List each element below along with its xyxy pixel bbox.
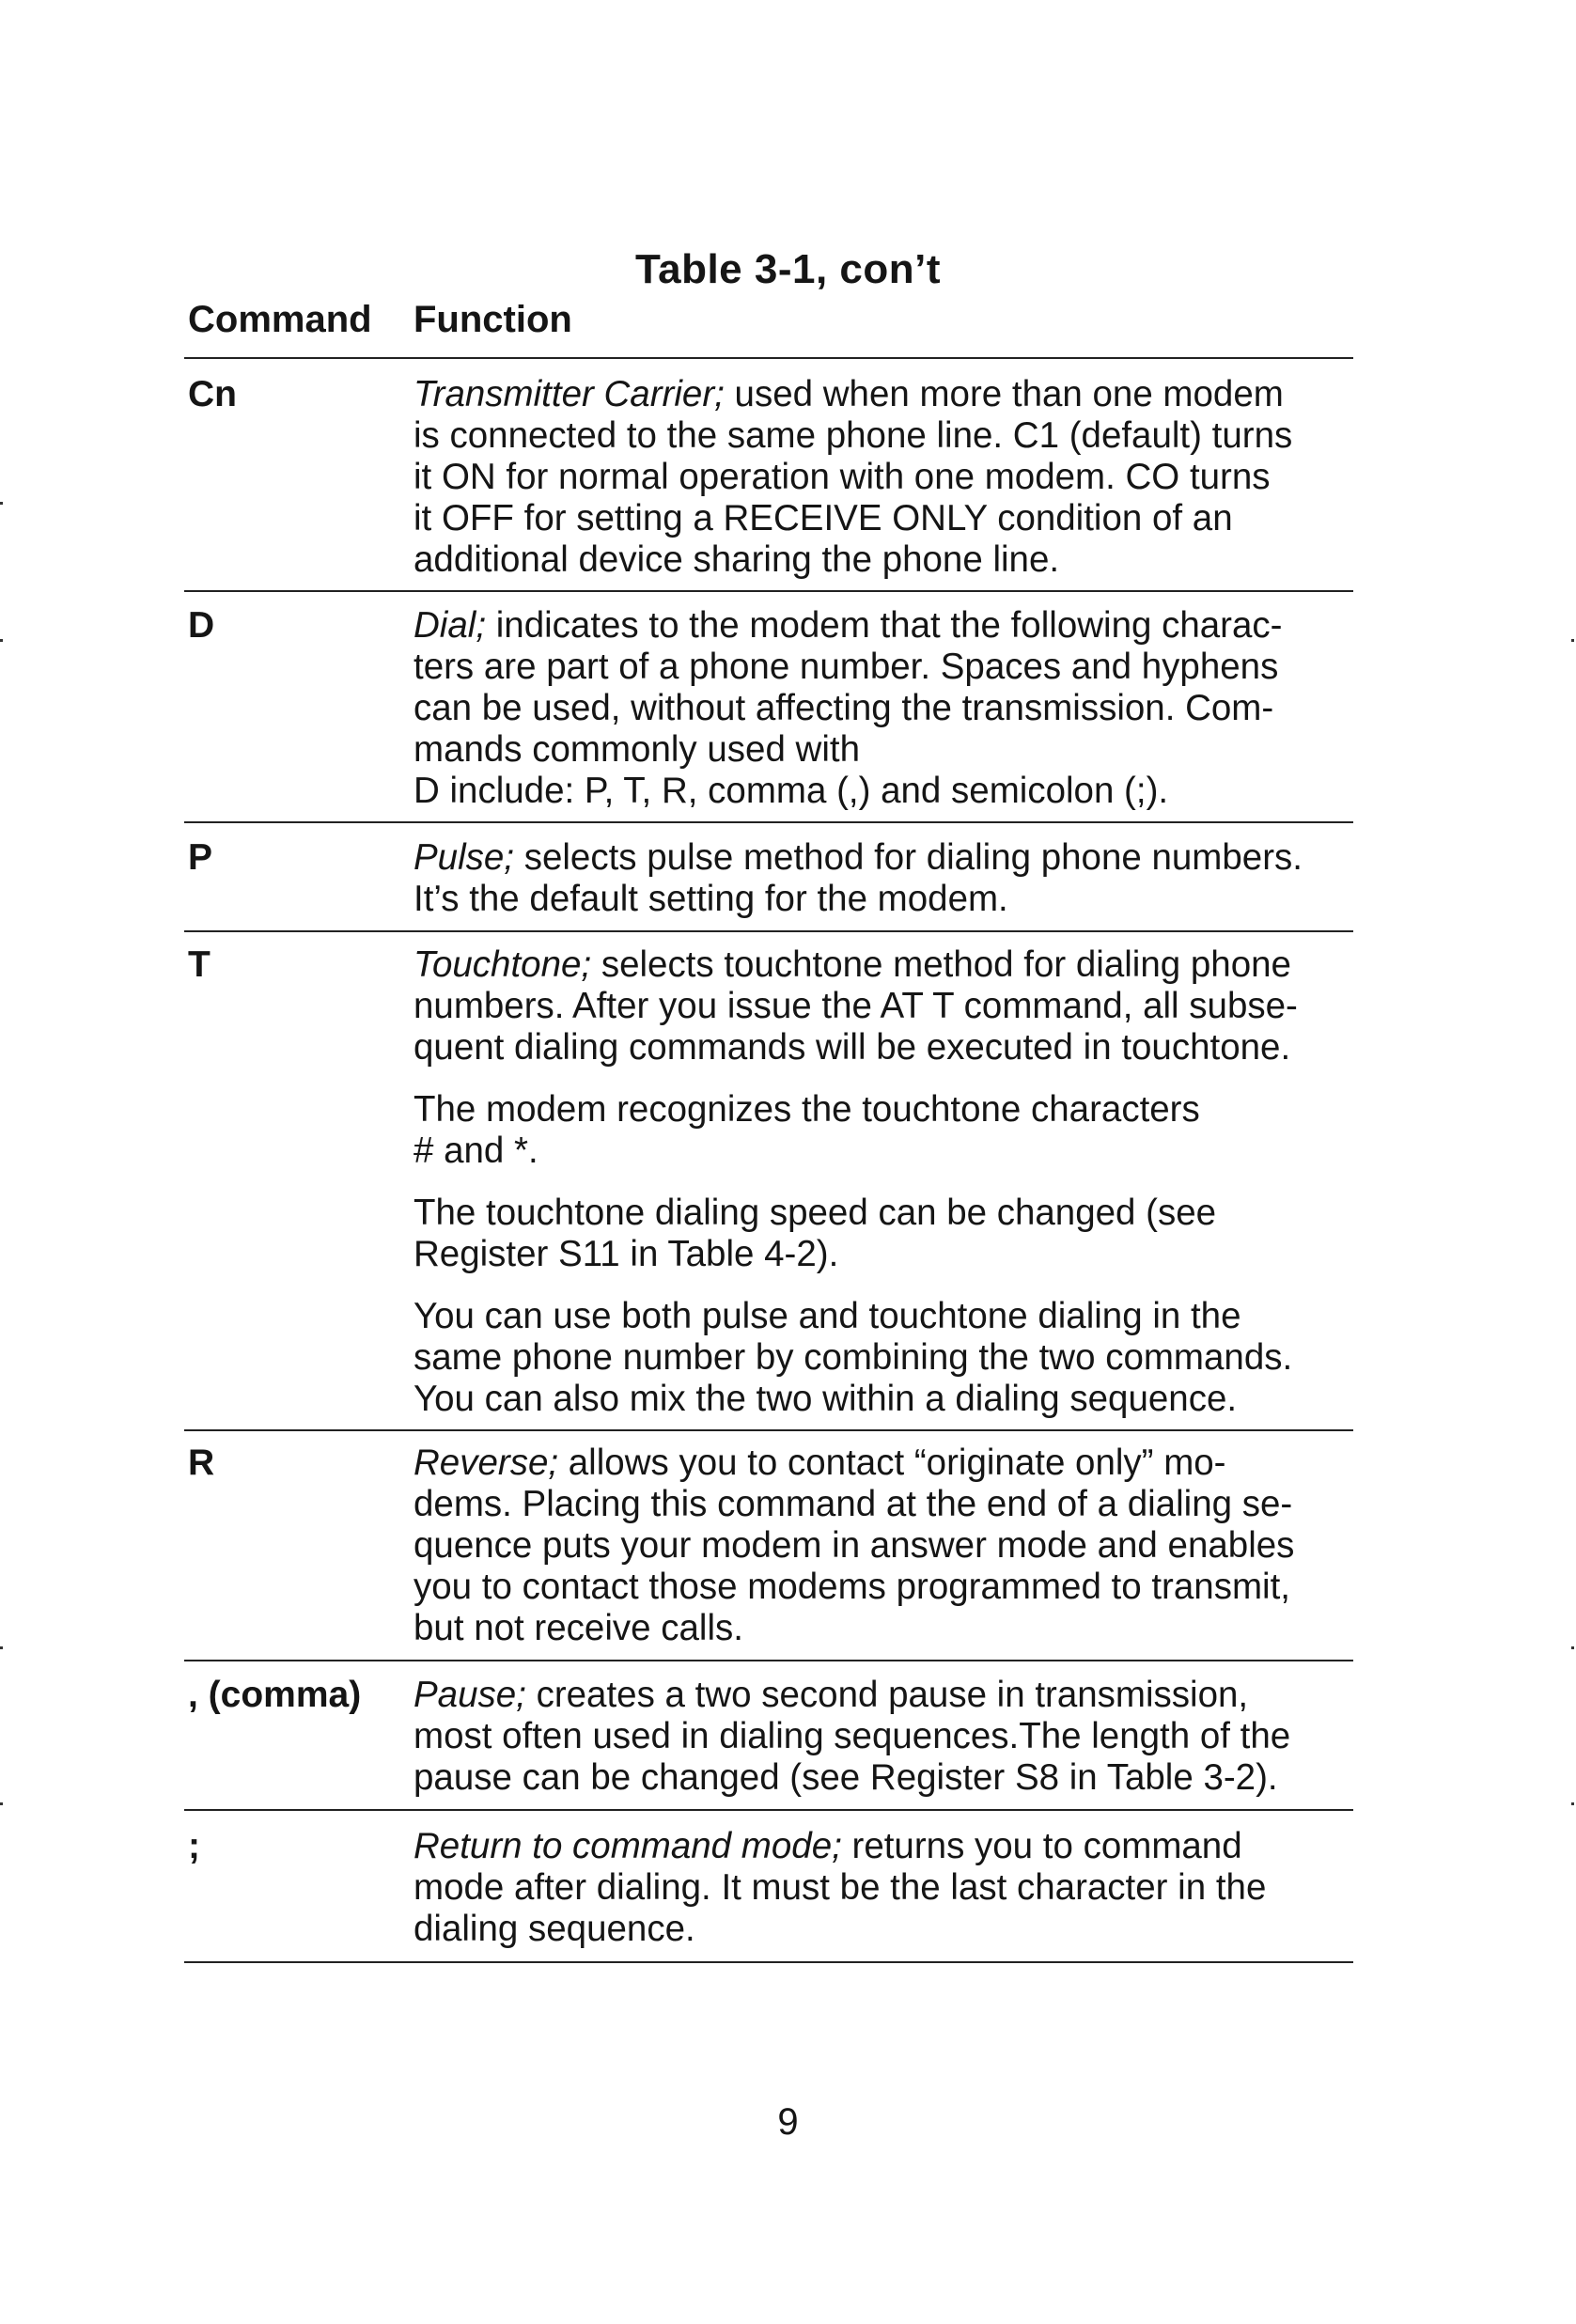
header-rule <box>184 357 1353 359</box>
function-line: The touchtone dialing speed can be changed (see <box>414 1193 1217 1233</box>
function-line: it ON for normal operation with one modem. CO turns <box>414 457 1271 497</box>
function-paragraph <box>414 944 1363 1068</box>
function-line: it OFF for setting a RECEIVE ONLY condition of an <box>414 498 1233 538</box>
function-line: pause can be changed (see Register S8 in Table 3-2). <box>414 1757 1278 1798</box>
function-cell <box>414 374 1363 581</box>
function-paragraph <box>414 1675 1363 1799</box>
column-header-command: Command <box>188 299 372 340</box>
function-paragraph <box>414 837 1363 920</box>
function-line: mands commonly used with <box>414 729 861 770</box>
column-header-function: Function <box>414 299 572 340</box>
function-paragraph <box>414 1443 1363 1649</box>
function-cell <box>414 837 1363 920</box>
function-line: same phone number by combining the two commands. <box>414 1337 1293 1378</box>
row-divider <box>184 1660 1353 1661</box>
function-paragraph <box>414 1296 1363 1420</box>
row-divider <box>184 821 1353 823</box>
function-line: numbers. After you issue the AT T command, all subse- <box>414 986 1298 1026</box>
function-cell <box>414 1675 1363 1799</box>
command-cell: P <box>188 837 213 878</box>
function-paragraph <box>414 374 1363 581</box>
function-line: most often used in dialing sequences.The length of the <box>414 1716 1291 1756</box>
command-cell: , (comma) <box>188 1675 362 1715</box>
scan-mark <box>1571 1646 1574 1649</box>
function-line: returns you to command <box>851 1826 1242 1866</box>
function-term: Pulse; <box>414 837 515 878</box>
command-cell: Cn <box>188 374 237 414</box>
function-term: Return to command mode; <box>414 1826 842 1866</box>
scan-mark <box>1571 639 1574 642</box>
function-line: D include: P, T, R, comma (,) and semicolon (;). <box>414 771 1169 811</box>
function-line: can be used, without affecting the transmission. Com- <box>414 688 1274 728</box>
page-number: 9 <box>777 2101 799 2143</box>
function-line: you to contact those modems programmed to transmit, <box>414 1567 1290 1607</box>
function-term: Pause; <box>414 1675 526 1715</box>
function-cell <box>414 1443 1363 1649</box>
function-term: Transmitter Carrier; <box>414 374 725 414</box>
function-line: additional device sharing the phone line. <box>414 539 1060 580</box>
function-line: but not receive calls. <box>414 1608 743 1648</box>
function-cell <box>414 1826 1363 1950</box>
row-divider <box>184 1429 1353 1431</box>
command-cell: ; <box>188 1826 200 1866</box>
function-term: Reverse; <box>414 1443 559 1483</box>
function-line: selects touchtone method for dialing phone <box>601 944 1291 985</box>
function-line: creates a two second pause in transmission, <box>536 1675 1249 1715</box>
function-line: # and *. <box>414 1131 538 1171</box>
function-line: allows you to contact “originate only” mo- <box>568 1443 1226 1483</box>
function-line: You can also mix the two within a dialing sequence. <box>414 1379 1238 1419</box>
function-line: used when more than one modem <box>734 374 1284 414</box>
function-line: ters are part of a phone number. Spaces and hyphens <box>414 647 1279 687</box>
function-term: Touchtone; <box>414 944 592 985</box>
function-paragraph <box>414 605 1363 812</box>
scan-mark <box>0 502 3 505</box>
command-cell: D <box>188 605 215 646</box>
function-line: dialing sequence. <box>414 1909 695 1949</box>
function-line: quent dialing commands will be executed in touchtone. <box>414 1027 1291 1068</box>
table-bottom-rule <box>184 1961 1353 1963</box>
command-cell: T <box>188 944 211 985</box>
row-divider <box>184 1809 1353 1811</box>
function-line: Register S11 in Table 4-2). <box>414 1234 839 1274</box>
function-paragraph <box>414 1193 1363 1275</box>
scan-mark <box>1571 1802 1574 1805</box>
function-paragraph <box>414 1089 1363 1172</box>
function-line: selects pulse method for dialing phone numbers. <box>523 837 1303 878</box>
scan-mark <box>0 1802 3 1805</box>
function-line: dems. Placing this command at the end of a dialing se- <box>414 1484 1293 1524</box>
command-cell: R <box>188 1443 215 1483</box>
function-line: mode after dialing. It must be the last character in the <box>414 1867 1267 1908</box>
function-cell <box>414 605 1363 812</box>
function-line: is connected to the same phone line. C1 (default) turns <box>414 415 1293 456</box>
scan-mark <box>0 639 3 642</box>
row-divider <box>184 590 1353 592</box>
function-line: indicates to the modem that the following charac- <box>495 605 1283 646</box>
function-line: The modem recognizes the touchtone characters <box>414 1089 1200 1130</box>
function-line: quence puts your modem in answer mode and enables <box>414 1525 1295 1566</box>
scan-mark <box>0 1646 3 1649</box>
function-cell <box>414 944 1363 1420</box>
function-line: It’s the default setting for the modem. <box>414 879 1008 919</box>
table-title: Table 3-1, con’t <box>634 246 942 292</box>
function-line: You can use both pulse and touchtone dialing in the <box>414 1296 1241 1336</box>
row-divider <box>184 930 1353 932</box>
function-paragraph <box>414 1826 1363 1950</box>
function-term: Dial; <box>414 605 487 646</box>
